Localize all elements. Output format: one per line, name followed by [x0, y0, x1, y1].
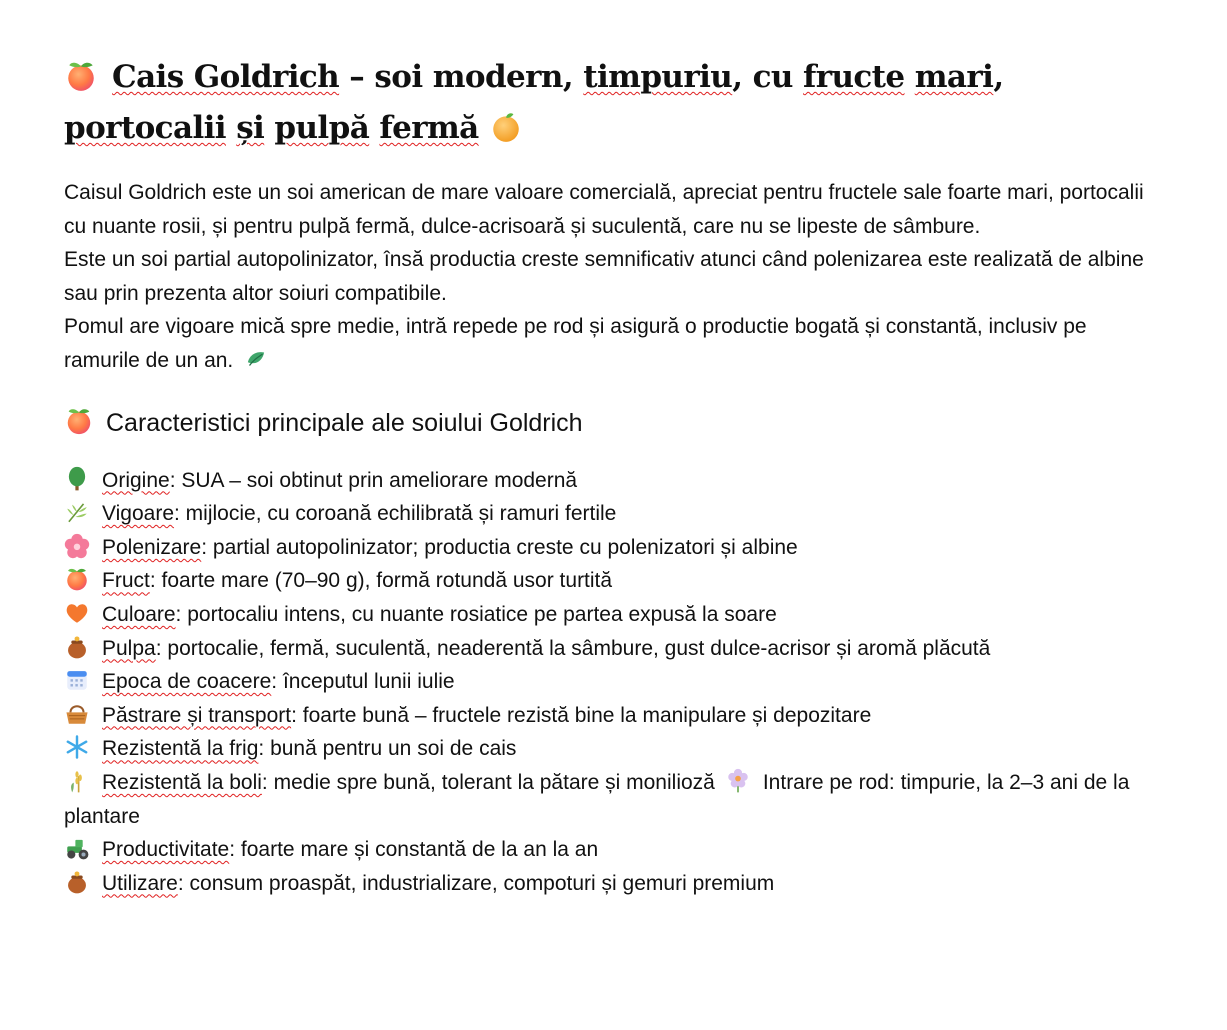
flower-icon [725, 768, 751, 794]
document [64, 52, 1144, 900]
basket-icon [64, 701, 90, 727]
peach-icon [64, 59, 98, 93]
honey-pot-icon [64, 869, 90, 895]
orange-icon [489, 110, 523, 144]
intro-text-2: Este un soi partial autopolinizator, însă productia creste semnificativ atunci când polenizarea este realizată de albine sau prin prezenta altor soiuri compatibile. [64, 248, 1144, 305]
list-item: Fruct: foarte mare (70–90 g), formă rotundă usor turtită [64, 564, 1144, 598]
honey-pot-icon [64, 634, 90, 660]
list-item: Pulpa: portocalie, fermă, suculentă, neaderentă la sâmbure, gust dulce-acrisor și aromă plăcută [64, 632, 1144, 666]
tree-icon [64, 466, 90, 492]
calendar-icon [64, 667, 90, 693]
list-item: Polenizare: partial autopolinizator; productia creste cu polenizatori și albine [64, 531, 1144, 565]
snowflake-icon [64, 734, 90, 760]
peach-icon [64, 566, 90, 592]
wheat-icon [64, 768, 90, 794]
intro-text-3: Pomul are vigoare mică spre medie, intră repede pe rod și asigură o productie bogată și constantă, inclusiv pe ramurile de un an. [64, 315, 1087, 372]
list-item: Utilizare: consum proaspăt, industrializare, compoturi și gemuri premium [64, 867, 1144, 901]
list-item: Rezistentă la boli: medie spre bună, tolerant la pătare și monilioză Intrare pe rod: timpurie, la 2–3 ani de la plantare [64, 766, 1144, 833]
leaf-icon [243, 346, 269, 372]
orange-heart-icon [64, 600, 90, 626]
herb-icon [64, 499, 90, 525]
list-item: Păstrare și transport: foarte bună – fructele rezistă bine la manipulare și depozitare [64, 699, 1144, 733]
tractor-icon [64, 835, 90, 861]
list-item: Culoare: portocaliu intens, cu nuante rosiatice pe partea expusă la soare [64, 598, 1144, 632]
list-item: Origine: SUA – soi obtinut prin ameliorare modernă [64, 464, 1144, 498]
list-item: Vigoare: mijlocie, cu coroană echilibrată și ramuri fertile [64, 497, 1144, 531]
list-item: Epoca de coacere: începutul lunii iulie [64, 665, 1144, 699]
intro-paragraph [64, 176, 1144, 378]
peach-icon [64, 406, 94, 436]
list-item: Productivitate: foarte mare și constantă de la an la an [64, 833, 1144, 867]
list-item: Rezistentă la frig: bună pentru un soi de cais [64, 732, 1144, 766]
page-title: Cais Goldrich – soi modern, timpuriu, cu fructe mari, portocalii și pulpă fermă [64, 59, 1004, 146]
section-heading: Caracteristici principale ale soiului Goldrich [64, 406, 1144, 440]
characteristics-list [64, 464, 1144, 901]
intro-text-1: Caisul Goldrich este un soi american de mare valoare comercială, apreciat pentru fructele sale foarte mari, portocalii cu nuante rosii, și pentru pulpă fermă, dulce-acrisoară și suculentă, care nu se lipeste de sâmbure. [64, 181, 1144, 238]
blossom-icon [64, 533, 90, 559]
